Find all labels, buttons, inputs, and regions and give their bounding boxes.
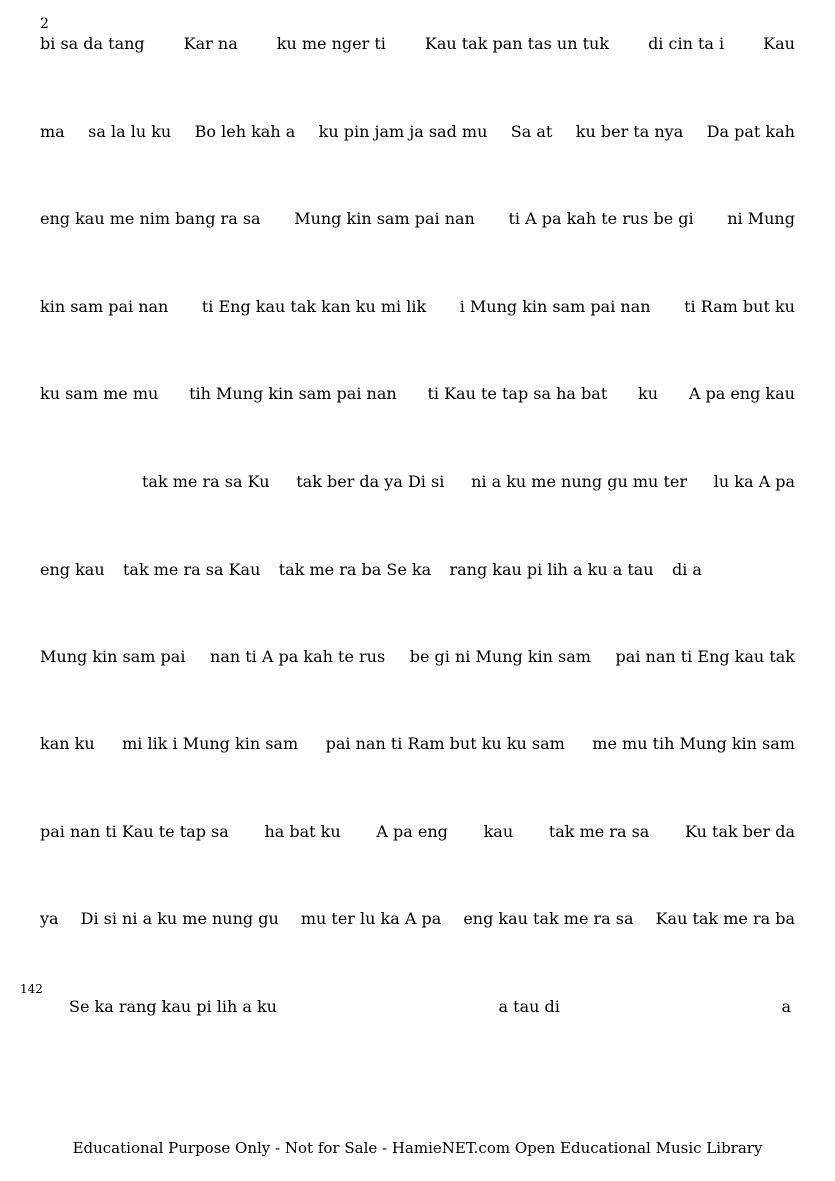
lyric-syllable-group: ti Kau te tap sa ha bat: [427, 384, 608, 403]
lyric-syllable-group: pai nan ti Ram but ku ku sam: [325, 734, 565, 753]
lyric-syllable-group: ku pin jam ja sad mu: [318, 122, 488, 141]
lyric-syllable-group: Ku tak ber da: [685, 822, 795, 841]
lyric-syllable-group: tih Mung kin sam pai nan: [189, 384, 397, 403]
lyric-syllable-group: pai nan ti Kau te tap sa: [40, 822, 229, 841]
measure-number: 142: [20, 982, 43, 996]
lyric-syllable-group: Kau tak me ra ba: [655, 909, 795, 928]
lyric-syllable-group: Di si ni a ku me nung gu: [80, 909, 279, 928]
lyric-syllable-group: ku: [638, 384, 659, 403]
lyric-syllable-group: be gi ni Mung kin sam: [409, 647, 591, 666]
lyric-syllable-group: ku ber ta nya: [575, 122, 684, 141]
lyric-syllable-group: nan ti A pa kah te rus: [210, 647, 386, 666]
lyric-line: [40, 907, 795, 931]
lyric-line: [142, 470, 795, 494]
lyric-line: [40, 382, 795, 406]
lyric-syllable-group: kin sam pai nan: [40, 297, 169, 316]
lyric-syllable-group: a: [781, 997, 791, 1016]
lyric-syllable-group: a tau di: [498, 997, 560, 1016]
lyric-syllable-group: ma: [40, 122, 65, 141]
lyric-syllable-group: Mung kin sam pai: [40, 647, 186, 666]
lyric-syllable-group: ku sam me mu: [40, 384, 159, 403]
lyric-syllable-group: Mung kin sam pai nan: [294, 209, 475, 228]
lyric-syllable-group: A pa eng kau: [688, 384, 795, 403]
lyric-line: [40, 732, 795, 756]
footer-notice: Educational Purpose Only - Not for Sale - HamieNET.com Open Educational Music Library: [72, 1139, 763, 1157]
lyric-line: [40, 32, 795, 56]
lyric-syllable-group: ha bat ku: [264, 822, 341, 841]
lyric-syllable-group: Bo leh kah a: [194, 122, 296, 141]
lyric-syllable-group: tak me ra sa Kau: [123, 560, 261, 579]
lyric-syllable-group: mi lik i Mung kin sam: [122, 734, 299, 753]
lyric-syllable-group: ti A pa kah te rus be gi: [508, 209, 694, 228]
lyric-syllable-group: eng kau me nim bang ra sa: [40, 209, 261, 228]
lyric-line: [40, 295, 795, 319]
lyric-syllable-group: Sa at: [510, 122, 553, 141]
lyric-syllable-group: sa la lu ku: [88, 122, 172, 141]
lyric-syllable-group: Se ka rang kau pi lih a ku: [69, 997, 277, 1016]
lyric-syllable-group: Kar na: [183, 34, 238, 53]
lyric-syllable-group: ni a ku me nung gu mu ter: [471, 472, 687, 491]
lyric-syllable-group: bi sa da tang: [40, 34, 145, 53]
lyric-syllable-group: ti Ram but ku: [684, 297, 795, 316]
lyric-syllable-group: kan ku: [40, 734, 95, 753]
lyric-syllable-group: kau: [483, 822, 514, 841]
page-number: 2: [40, 16, 49, 32]
lyric-syllable-group: tak ber da ya Di si: [296, 472, 445, 491]
lyric-syllable-group: mu ter lu ka A pa: [300, 909, 442, 928]
lyric-syllable-group: ti Eng kau tak kan ku mi lik: [201, 297, 427, 316]
lyric-syllable-group: eng kau tak me ra sa: [463, 909, 634, 928]
lyric-syllable-group: A pa eng: [376, 822, 448, 841]
lyric-syllable-group: rang kau pi lih a ku a tau: [449, 560, 654, 579]
lyric-syllable-group: tak me ra sa Ku: [142, 472, 270, 491]
lyric-syllable-group: Da pat kah: [706, 122, 795, 141]
lyric-line: [40, 120, 795, 144]
lyric-syllable-group: ni Mung: [727, 209, 795, 228]
lyric-syllable-group: ku me nger ti: [276, 34, 386, 53]
lyric-syllable-group: di cin ta i: [648, 34, 725, 53]
lyric-syllable-group: Kau: [763, 34, 795, 53]
lyric-syllable-group: ya: [40, 909, 59, 928]
lyric-syllable-group: pai nan ti Eng kau tak: [615, 647, 795, 666]
lyric-syllable-group: Kau tak pan tas un tuk: [424, 34, 610, 53]
lyric-syllable-group: tak me ra sa: [548, 822, 650, 841]
lyric-syllable-group: i Mung kin sam pai nan: [459, 297, 651, 316]
lyric-syllable-group: me mu tih Mung kin sam: [592, 734, 795, 753]
lyric-line: [40, 207, 795, 231]
lyric-syllable-group: di a: [671, 560, 702, 579]
lyric-line: [40, 645, 795, 669]
lyric-line: [69, 995, 791, 1019]
lyric-syllable-group: tak me ra ba Se ka: [278, 560, 432, 579]
lyric-syllable-group: eng kau: [40, 560, 105, 579]
lyric-line: [40, 820, 795, 844]
lyric-syllable-group: lu ka A pa: [713, 472, 795, 491]
lyric-line: [40, 558, 702, 582]
